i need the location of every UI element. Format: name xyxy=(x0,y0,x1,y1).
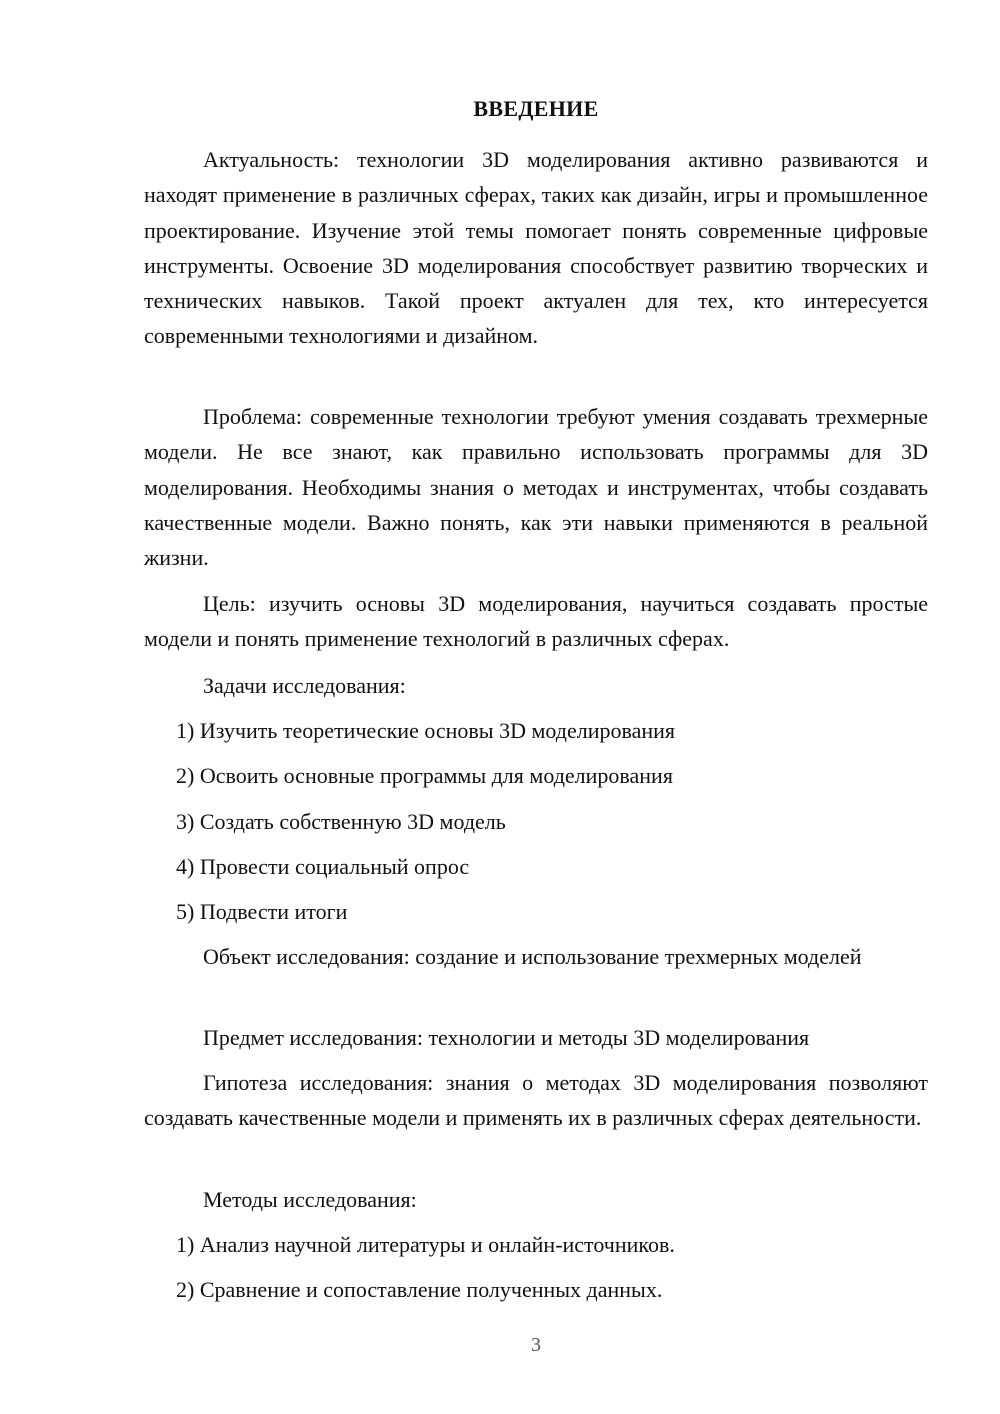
list-item: 2) Освоить основные программы для моделирования xyxy=(176,763,673,788)
methods-heading: Методы исследования: xyxy=(203,1187,417,1212)
tasks-item-3 xyxy=(144,804,928,839)
tasks-heading: Задачи исследования: xyxy=(203,673,406,698)
page-number: 3 xyxy=(531,1334,541,1356)
subject-paragraph: Предмет исследования: технологии и методы 3D моделирования xyxy=(203,1025,810,1050)
goal-paragraph: Цель: изучить основы 3D моделирования, научиться создавать простые модели и понять применение технологий в различных сферах. xyxy=(144,591,928,652)
page-title: ВВЕДЕНИЕ xyxy=(473,96,599,121)
tasks-item-5 xyxy=(144,894,928,929)
methods-heading-section xyxy=(144,1182,928,1217)
list-item: 3) Создать собственную 3D модель xyxy=(176,809,506,834)
problem-section xyxy=(144,399,928,575)
subject-section xyxy=(144,1020,928,1055)
tasks-item-4 xyxy=(144,849,928,884)
tasks-item-2 xyxy=(144,758,928,793)
relevance-paragraph: Актуальность: технологии 3D моделирования активно развиваются и находят применение в различных сферах, таких как дизайн, игры и промышленное проектирование. Изучение этой темы помогает понять современные цифровые инструменты. Освоение 3D моделирования способствует развитию творческих и технических навыков. Такой проект актуален для тех, кто интересуется современными технологиями и дизайном. xyxy=(144,147,928,349)
list-item: 5) Подвести итоги xyxy=(176,899,348,924)
methods-item-2 xyxy=(144,1272,928,1307)
tasks-heading-section xyxy=(144,668,928,703)
goal-section xyxy=(144,586,928,657)
list-item: 2) Сравнение и сопоставление полученных данных. xyxy=(176,1277,663,1302)
tasks-item-1 xyxy=(144,713,928,748)
hypothesis-paragraph: Гипотеза исследования: знания о методах 3D моделирования позволяют создавать качественные модели и применять их в различных сферах деятельности. xyxy=(144,1070,928,1131)
list-item: 1) Изучить теоретические основы 3D моделирования xyxy=(176,718,675,743)
problem-paragraph: Проблема: современные технологии требуют умения создавать трехмерные модели. Не все знают, как правильно использовать программы для 3D моделирования. Необходимы знания о методах и инструментах, чтобы создавать качественные модели. Важно понять, как эти навыки применяются в реальной жизни. xyxy=(144,404,928,571)
object-paragraph: Объект исследования: создание и использование трехмерных моделей xyxy=(203,944,862,969)
list-item: 1) Анализ научной литературы и онлайн-источников. xyxy=(176,1232,675,1257)
hypothesis-section xyxy=(144,1065,928,1136)
relevance-section xyxy=(144,142,928,354)
list-item: 4) Провести социальный опрос xyxy=(176,854,470,879)
methods-item-1 xyxy=(144,1227,928,1262)
object-section xyxy=(144,939,928,974)
